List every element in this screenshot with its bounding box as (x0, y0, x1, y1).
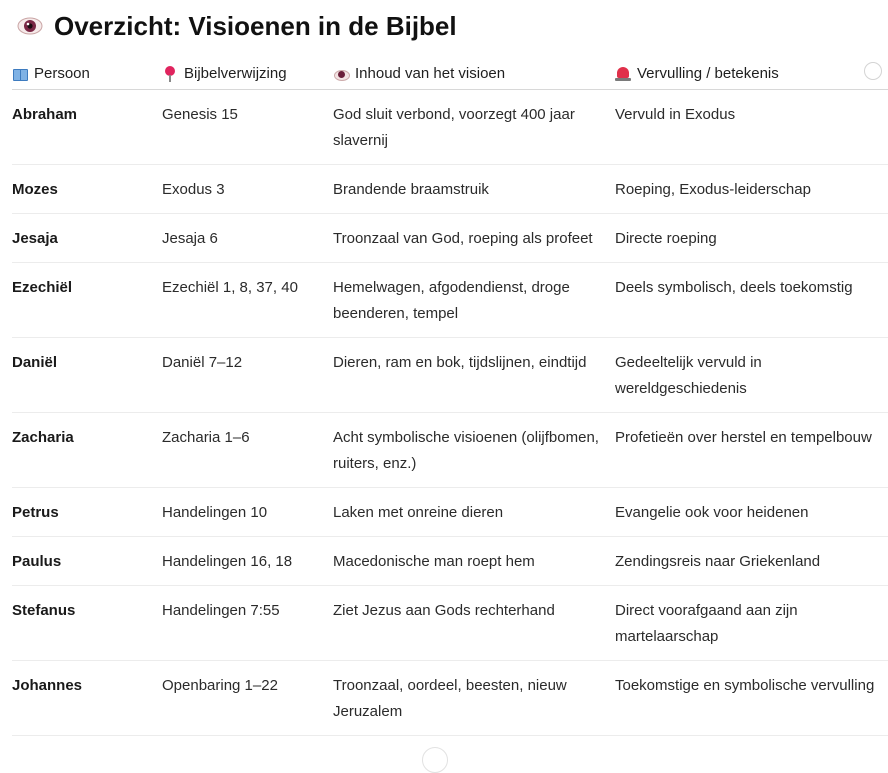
cell-content: Dieren, ram en bok, tijdslijnen, eindtijd (333, 338, 615, 413)
cell-meaning: Profetieën over herstel en tempelbouw (615, 413, 888, 488)
header-meaning: Vervulling / betekenis (615, 58, 888, 90)
cell-person: Daniël (12, 338, 162, 413)
cell-meaning: Zendingsreis naar Griekenland (615, 537, 888, 586)
cell-meaning: Roeping, Exodus-leiderschap (615, 165, 888, 214)
cell-content: Troonzaal, oordeel, beesten, nieuw Jeruzalem (333, 661, 615, 736)
table-row (12, 263, 888, 338)
table-header-row (12, 58, 888, 90)
table-row (12, 488, 888, 537)
table-row (12, 413, 888, 488)
cell-reference: Handelingen 10 (162, 488, 333, 537)
cell-content: God sluit verbond, voorzegt 400 jaar slavernij (333, 90, 615, 165)
cell-person: Abraham (12, 90, 162, 165)
table-row (12, 338, 888, 413)
table-row (12, 537, 888, 586)
table-row (12, 165, 888, 214)
cell-person: Zacharia (12, 413, 162, 488)
cell-content: Ziet Jezus aan Gods rechterhand (333, 586, 615, 661)
cell-person: Jesaja (12, 214, 162, 263)
cell-person: Paulus (12, 537, 162, 586)
pin-icon (162, 66, 178, 82)
cell-reference: Handelingen 7:55 (162, 586, 333, 661)
cell-person: Johannes (12, 661, 162, 736)
cell-meaning: Deels symbolisch, deels toekomstig (615, 263, 888, 338)
scroll-down-button[interactable] (422, 747, 448, 773)
cell-meaning: Directe roeping (615, 214, 888, 263)
cell-meaning: Vervuld in Exodus (615, 90, 888, 165)
cell-person: Stefanus (12, 586, 162, 661)
table-row (12, 661, 888, 736)
cell-reference: Daniël 7–12 (162, 338, 333, 413)
cell-person: Petrus (12, 488, 162, 537)
page-title-text: Overzicht: Visioenen in de Bijbel (54, 10, 457, 41)
cell-meaning: Toekomstige en symbolische vervulling (615, 661, 888, 736)
cell-meaning: Evangelie ook voor heidenen (615, 488, 888, 537)
table-row (12, 214, 888, 263)
cell-content: Troonzaal van God, roeping als profeet (333, 214, 615, 263)
cell-content: Hemelwagen, afgodendienst, droge beenderen, tempel (333, 263, 615, 338)
cell-meaning: Gedeeltelijk vervuld in wereldgeschiedenis (615, 338, 888, 413)
eye-icon (16, 12, 44, 40)
table-row (12, 586, 888, 661)
header-content: Inhoud van het visioen (333, 58, 615, 90)
lamp-icon (615, 66, 631, 82)
cell-meaning: Direct voorafgaand aan zijn martelaarschap (615, 586, 888, 661)
cell-reference: Exodus 3 (162, 165, 333, 214)
cell-person: Mozes (12, 165, 162, 214)
cell-reference: Handelingen 16, 18 (162, 537, 333, 586)
visions-table (12, 58, 888, 736)
cell-content: Macedonische man roept hem (333, 537, 615, 586)
cell-reference: Ezechiël 1, 8, 37, 40 (162, 263, 333, 338)
header-person: Persoon (12, 58, 162, 90)
cell-content: Laken met onreine dieren (333, 488, 615, 537)
cell-content: Brandende braamstruik (333, 165, 615, 214)
page-title (16, 8, 457, 44)
cell-content: Acht symbolische visioenen (olijfbomen, ruiters, enz.) (333, 413, 615, 488)
cell-reference: Genesis 15 (162, 90, 333, 165)
cell-reference: Openbaring 1–22 (162, 661, 333, 736)
cell-reference: Jesaja 6 (162, 214, 333, 263)
eye-icon (333, 66, 349, 82)
cell-person: Ezechiël (12, 263, 162, 338)
table-row (12, 90, 888, 165)
book-icon (12, 66, 28, 82)
header-reference: Bijbelverwijzing (162, 58, 333, 90)
cell-reference: Zacharia 1–6 (162, 413, 333, 488)
